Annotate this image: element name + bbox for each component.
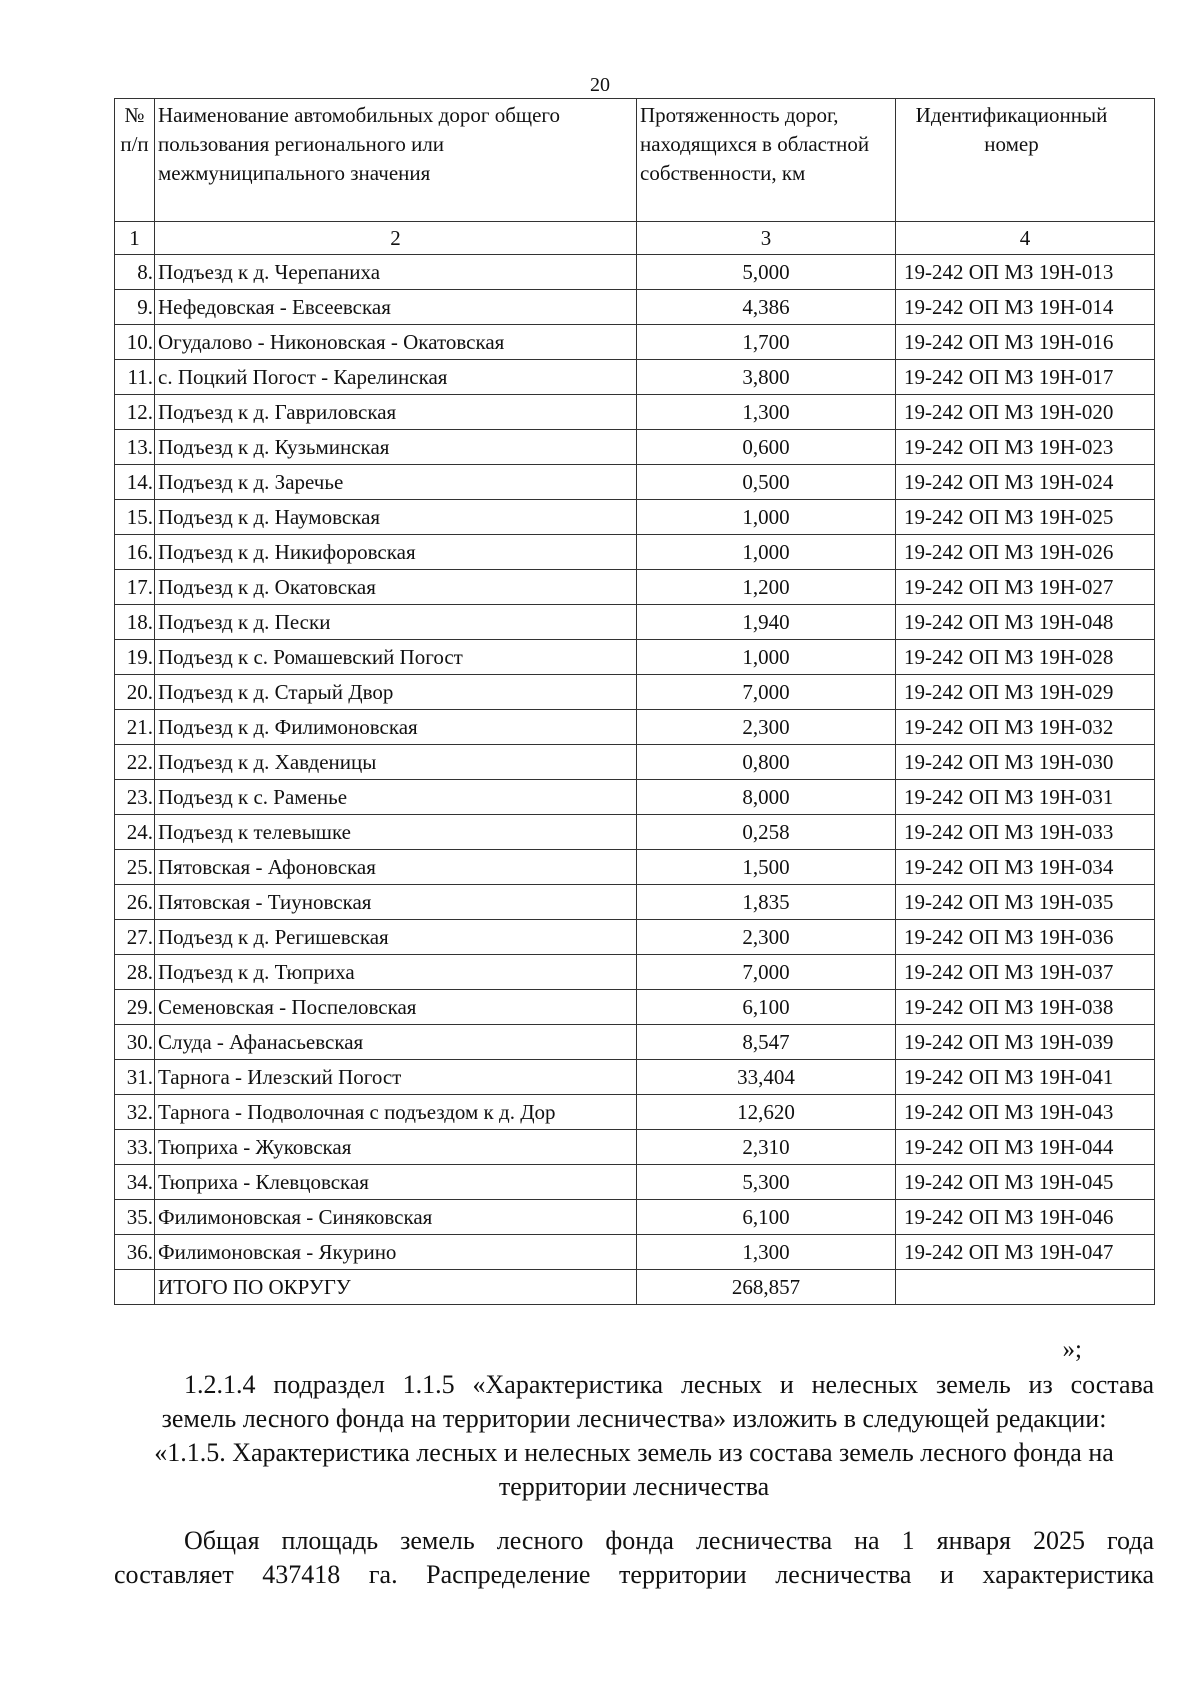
row-number: 22.: [115, 745, 155, 780]
row-number: 16.: [115, 535, 155, 570]
road-name: Подъезд к с. Ромашевский Погост: [155, 640, 637, 675]
table-row: [115, 1200, 1155, 1235]
table-row: [115, 605, 1155, 640]
total-label: ИТОГО ПО ОКРУГУ: [155, 1270, 637, 1305]
road-id: 19-242 ОП МЗ 19Н-039: [896, 1025, 1155, 1060]
road-name: Филимоновская - Якурино: [155, 1235, 637, 1270]
road-id: 19-242 ОП МЗ 19Н-034: [896, 850, 1155, 885]
row-number: 23.: [115, 780, 155, 815]
row-number: 32.: [115, 1095, 155, 1130]
road-length: 5,000: [637, 255, 896, 290]
row-number: 26.: [115, 885, 155, 920]
table-row: [115, 570, 1155, 605]
road-id: 19-242 ОП МЗ 19Н-032: [896, 710, 1155, 745]
road-name: Подъезд к д. Черепаниха: [155, 255, 637, 290]
road-length: 4,386: [637, 290, 896, 325]
road-id: 19-242 ОП МЗ 19Н-026: [896, 535, 1155, 570]
road-id: 19-242 ОП МЗ 19Н-036: [896, 920, 1155, 955]
table-row: [115, 675, 1155, 710]
road-length: 0,258: [637, 815, 896, 850]
road-name: Семеновская - Поспеловская: [155, 990, 637, 1025]
table-row: [115, 850, 1155, 885]
road-length: 1,000: [637, 640, 896, 675]
table-row: [115, 780, 1155, 815]
table-row: [115, 990, 1155, 1025]
row-number: 24.: [115, 815, 155, 850]
road-length: 1,300: [637, 395, 896, 430]
column-number-row: [115, 222, 1155, 255]
column-number: 4: [896, 222, 1155, 255]
road-length: 0,500: [637, 465, 896, 500]
road-name: Огудалово - Никоновская - Окатовская: [155, 325, 637, 360]
table-row: [115, 465, 1155, 500]
road-id: 19-242 ОП МЗ 19Н-027: [896, 570, 1155, 605]
total-length: 268,857: [637, 1270, 896, 1305]
road-name: Подъезд к с. Раменье: [155, 780, 637, 815]
row-number: 12.: [115, 395, 155, 430]
road-name: Подъезд к д. Никифоровская: [155, 535, 637, 570]
table-row: [115, 1235, 1155, 1270]
road-name: Подъезд к д. Тюприха: [155, 955, 637, 990]
table-row: [115, 1060, 1155, 1095]
road-length: 1,300: [637, 1235, 896, 1270]
road-name: Подъезд к д. Пески: [155, 605, 637, 640]
road-id: 19-242 ОП МЗ 19Н-024: [896, 465, 1155, 500]
road-id: 19-242 ОП МЗ 19Н-043: [896, 1095, 1155, 1130]
section-heading: «1.1.5. Характеристика лесных и нелесных земель из состава земель лесного фонда на территории лесничества: [154, 1438, 1114, 1501]
road-id: 19-242 ОП МЗ 19Н-046: [896, 1200, 1155, 1235]
road-name: с. Поцкий Погост - Карелинская: [155, 360, 637, 395]
road-length: 12,620: [637, 1095, 896, 1130]
road-length: 6,100: [637, 1200, 896, 1235]
column-number: 3: [637, 222, 896, 255]
road-name: Нефедовская - Евсеевская: [155, 290, 637, 325]
table-row: [115, 1165, 1155, 1200]
road-id: 19-242 ОП МЗ 19Н-029: [896, 675, 1155, 710]
table-row: [115, 710, 1155, 745]
road-id: 19-242 ОП МЗ 19Н-033: [896, 815, 1155, 850]
column-number: 2: [155, 222, 637, 255]
row-number: 27.: [115, 920, 155, 955]
row-number: 10.: [115, 325, 155, 360]
table-row: [115, 395, 1155, 430]
road-length: 2,300: [637, 920, 896, 955]
road-length: 33,404: [637, 1060, 896, 1095]
column-number: 1: [115, 222, 155, 255]
row-number: 33.: [115, 1130, 155, 1165]
table-row: [115, 500, 1155, 535]
road-name: Филимоновская - Синяковская: [155, 1200, 637, 1235]
road-length: 6,100: [637, 990, 896, 1025]
road-length: 2,300: [637, 710, 896, 745]
row-number: 31.: [115, 1060, 155, 1095]
row-number: 11.: [115, 360, 155, 395]
road-length: 1,200: [637, 570, 896, 605]
row-number: 14.: [115, 465, 155, 500]
row-number: 25.: [115, 850, 155, 885]
road-name: Подъезд к д. Наумовская: [155, 500, 637, 535]
row-number: 18.: [115, 605, 155, 640]
table-row: [115, 815, 1155, 850]
road-length: 5,300: [637, 1165, 896, 1200]
road-id: 19-242 ОП МЗ 19Н-030: [896, 745, 1155, 780]
road-name: Подъезд к д. Окатовская: [155, 570, 637, 605]
road-length: 0,600: [637, 430, 896, 465]
road-name: Пятовская - Афоновская: [155, 850, 637, 885]
road-name: Слуда - Афанасьевская: [155, 1025, 637, 1060]
road-name: Тарнога - Подволочная с подъездом к д. Дор: [155, 1095, 637, 1130]
road-id: 19-242 ОП МЗ 19Н-023: [896, 430, 1155, 465]
row-number: 19.: [115, 640, 155, 675]
table-row: [115, 360, 1155, 395]
row-number: 21.: [115, 710, 155, 745]
table-row: [115, 430, 1155, 465]
road-name: Тюприха - Клевцовская: [155, 1165, 637, 1200]
road-id: 19-242 ОП МЗ 19Н-028: [896, 640, 1155, 675]
roads-table-body: [115, 255, 1155, 1305]
road-name: Подъезд к д. Регишевская: [155, 920, 637, 955]
row-number: 34.: [115, 1165, 155, 1200]
road-name: Подъезд к д. Гавриловская: [155, 395, 637, 430]
road-name: Подъезд к д. Хавденицы: [155, 745, 637, 780]
table-row: [115, 1095, 1155, 1130]
road-id: 19-242 ОП МЗ 19Н-044: [896, 1130, 1155, 1165]
road-length: 0,800: [637, 745, 896, 780]
row-number: 30.: [115, 1025, 155, 1060]
header-road-name: Наименование автомобильных дорог общего пользования регионального или межмуниципального значения: [155, 99, 637, 222]
body-paragraph: [114, 1524, 1154, 1592]
table-row: [115, 1130, 1155, 1165]
body-paragraph-line: составляет 437418 га. Распределение территории лесничества и характеристика: [114, 1560, 1154, 1589]
road-id: 19-242 ОП МЗ 19Н-045: [896, 1165, 1155, 1200]
row-number: 35.: [115, 1200, 155, 1235]
row-number: 9.: [115, 290, 155, 325]
row-number: 29.: [115, 990, 155, 1025]
table-row: [115, 955, 1155, 990]
row-number: 17.: [115, 570, 155, 605]
row-number: 36.: [115, 1235, 155, 1270]
road-name: Подъезд к д. Заречье: [155, 465, 637, 500]
table-row: [115, 325, 1155, 360]
table-header-row: [115, 99, 1155, 222]
roads-table: [114, 98, 1155, 1305]
road-name: Тюприха - Жуковская: [155, 1130, 637, 1165]
road-length: 1,000: [637, 500, 896, 535]
table-row: [115, 920, 1155, 955]
table-row: [115, 640, 1155, 675]
row-number: 8.: [115, 255, 155, 290]
road-name: Подъезд к д. Филимоновская: [155, 710, 637, 745]
amendment-paragraph-continuation: земель лесного фонда на территории лесничества» изложить в следующей редакции:: [161, 1404, 1107, 1433]
total-id: [896, 1270, 1155, 1305]
road-name: Подъезд к д. Кузьминская: [155, 430, 637, 465]
road-id: 19-242 ОП МЗ 19Н-020: [896, 395, 1155, 430]
road-id: 19-242 ОП МЗ 19Н-047: [896, 1235, 1155, 1270]
road-name: Подъезд к телевышке: [155, 815, 637, 850]
road-name: Подъезд к д. Старый Двор: [155, 675, 637, 710]
closing-quote: »;: [1062, 1336, 1082, 1363]
road-name: Пятовская - Тиуновская: [155, 885, 637, 920]
road-id: 19-242 ОП МЗ 19Н-025: [896, 500, 1155, 535]
row-number: 20.: [115, 675, 155, 710]
table-row: [115, 885, 1155, 920]
row-number: 13.: [115, 430, 155, 465]
road-id: 19-242 ОП МЗ 19Н-013: [896, 255, 1155, 290]
row-number: 28.: [115, 955, 155, 990]
body-paragraph-line: Общая площадь земель лесного фонда лесничества на 1 января 2025 года: [184, 1526, 1154, 1555]
page-number: 20: [590, 74, 610, 96]
road-id: 19-242 ОП МЗ 19Н-014: [896, 290, 1155, 325]
road-length: 7,000: [637, 955, 896, 990]
road-length: 1,000: [637, 535, 896, 570]
road-length: 8,547: [637, 1025, 896, 1060]
road-length: 2,310: [637, 1130, 896, 1165]
road-id: 19-242 ОП МЗ 19Н-048: [896, 605, 1155, 640]
table-row: [115, 290, 1155, 325]
table-row: [115, 745, 1155, 780]
row-number: 15.: [115, 500, 155, 535]
road-id: 19-242 ОП МЗ 19Н-031: [896, 780, 1155, 815]
total-number: [115, 1270, 155, 1305]
header-road-length: Протяженность дорог, находящихся в областной собственности, км: [637, 99, 896, 222]
road-id: 19-242 ОП МЗ 19Н-037: [896, 955, 1155, 990]
road-id: 19-242 ОП МЗ 19Н-017: [896, 360, 1155, 395]
road-length: 1,835: [637, 885, 896, 920]
table-row: [115, 255, 1155, 290]
table-row: [115, 535, 1155, 570]
road-id: 19-242 ОП МЗ 19Н-038: [896, 990, 1155, 1025]
road-id: 19-242 ОП МЗ 19Н-035: [896, 885, 1155, 920]
header-number: № п/п: [115, 99, 155, 222]
total-row: [115, 1270, 1155, 1305]
header-identification-number: Идентификационный номер: [896, 99, 1155, 222]
road-length: 7,000: [637, 675, 896, 710]
road-id: 19-242 ОП МЗ 19Н-016: [896, 325, 1155, 360]
road-length: 1,940: [637, 605, 896, 640]
road-id: 19-242 ОП МЗ 19Н-041: [896, 1060, 1155, 1095]
road-length: 3,800: [637, 360, 896, 395]
road-name: Тарнога - Илезский Погост: [155, 1060, 637, 1095]
table-row: [115, 1025, 1155, 1060]
amendment-paragraph: 1.2.1.4 подраздел 1.1.5 «Характеристика лесных и нелесных земель из состава: [184, 1370, 1154, 1399]
road-length: 1,700: [637, 325, 896, 360]
road-length: 1,500: [637, 850, 896, 885]
road-length: 8,000: [637, 780, 896, 815]
